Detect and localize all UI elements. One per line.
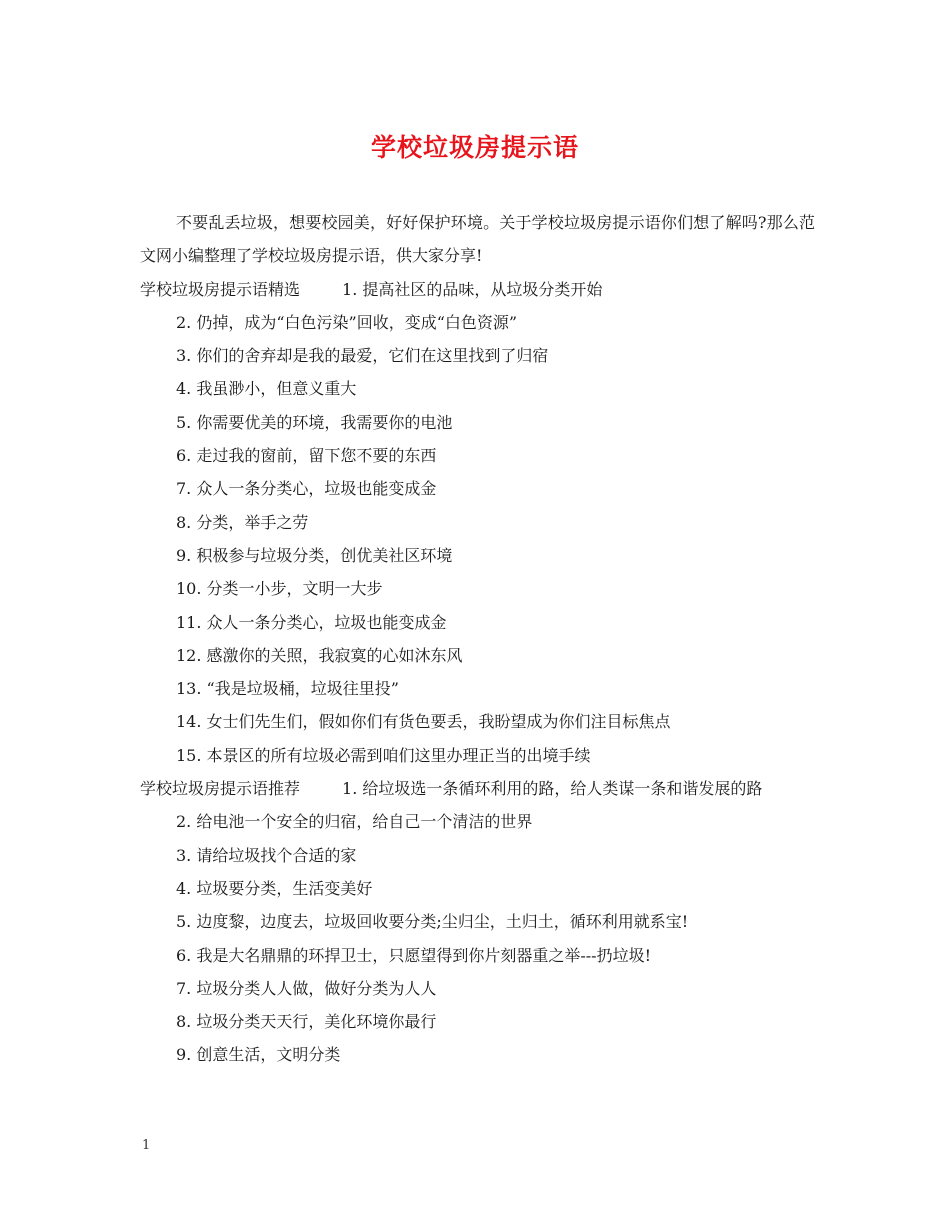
document-title: 学校垃圾房提示语: [370, 133, 579, 162]
list-item: 5. 你需要优美的环境，我需要你的电池: [176, 412, 453, 432]
list-item: 5. 边度黎，边度去，垃圾回收要分类;尘归尘，土归土，循环利用就系宝!: [176, 912, 689, 932]
section-heading: 学校垃圾房提示语推荐: [140, 779, 301, 799]
list-item: 1. 提高社区的品味，从垃圾分类开始: [342, 279, 603, 299]
section-heading-line: [140, 273, 815, 306]
list-item: 7. 垃圾分类人人做，做好分类为人人: [176, 978, 437, 998]
list-item: 14. 女士们先生们，假如你们有货色要丢，我盼望成为你们注目标焦点: [176, 712, 671, 732]
section-heading-line: [140, 772, 815, 805]
list-item: 12. 感激你的关照，我寂寞的心如沐东风: [176, 645, 463, 665]
list-item: 7. 众人一条分类心，垃圾也能变成金: [176, 479, 437, 499]
list-item: 9. 积极参与垃圾分类，创优美社区环境: [176, 545, 453, 565]
list-item: 2. 给电池一个安全的归宿，给自己一个清洁的世界: [176, 812, 533, 832]
list-item: 9. 创意生活，文明分类: [176, 1045, 341, 1065]
list-item: 6. 走过我的窗前，留下您不要的东西: [176, 446, 437, 466]
list-item: 4. 我虽渺小，但意义重大: [176, 379, 357, 399]
document-body: [140, 206, 815, 1072]
list-item: 3. 你们的舍弃却是我的最爱，它们在这里找到了归宿: [176, 346, 549, 366]
list-item: 10. 分类一小步，文明一大步: [176, 579, 383, 599]
list-item: 3. 请给垃圾找个合适的家: [176, 845, 357, 865]
list-item: 11. 众人一条分类心，垃圾也能变成金: [176, 612, 447, 632]
list-item: 4. 垃圾要分类，生活变美好: [176, 878, 373, 898]
list-item: 2. 仍掉，成为“白色污染”回收，变成“白色资源”: [176, 312, 518, 332]
list-item: 6. 我是大名鼎鼎的环捍卫士，只愿望得到你片刻器重之举---扔垃圾!: [176, 945, 652, 965]
list-item: 13. “我是垃圾桶，垃圾往里投”: [176, 679, 399, 699]
list-item: 15. 本景区的所有垃圾必需到咱们这里办理正当的出境手续: [176, 745, 591, 765]
list-item: 8. 垃圾分类天天行，美化环境你最行: [176, 1012, 437, 1032]
intro-paragraph: 不要乱丢垃圾，想要校园美，好好保护环境。关于学校垃圾房提示语你们想了解吗?那么范文网小编整理了学校垃圾房提示语，供大家分享!: [140, 213, 815, 266]
list-item: 8. 分类，举手之劳: [176, 512, 309, 532]
page-number: 1: [142, 1138, 151, 1153]
section-heading: 学校垃圾房提示语精选: [140, 279, 301, 299]
list-item: 1. 给垃圾选一条循环利用的路，给人类谋一条和谐发展的路: [342, 779, 763, 799]
